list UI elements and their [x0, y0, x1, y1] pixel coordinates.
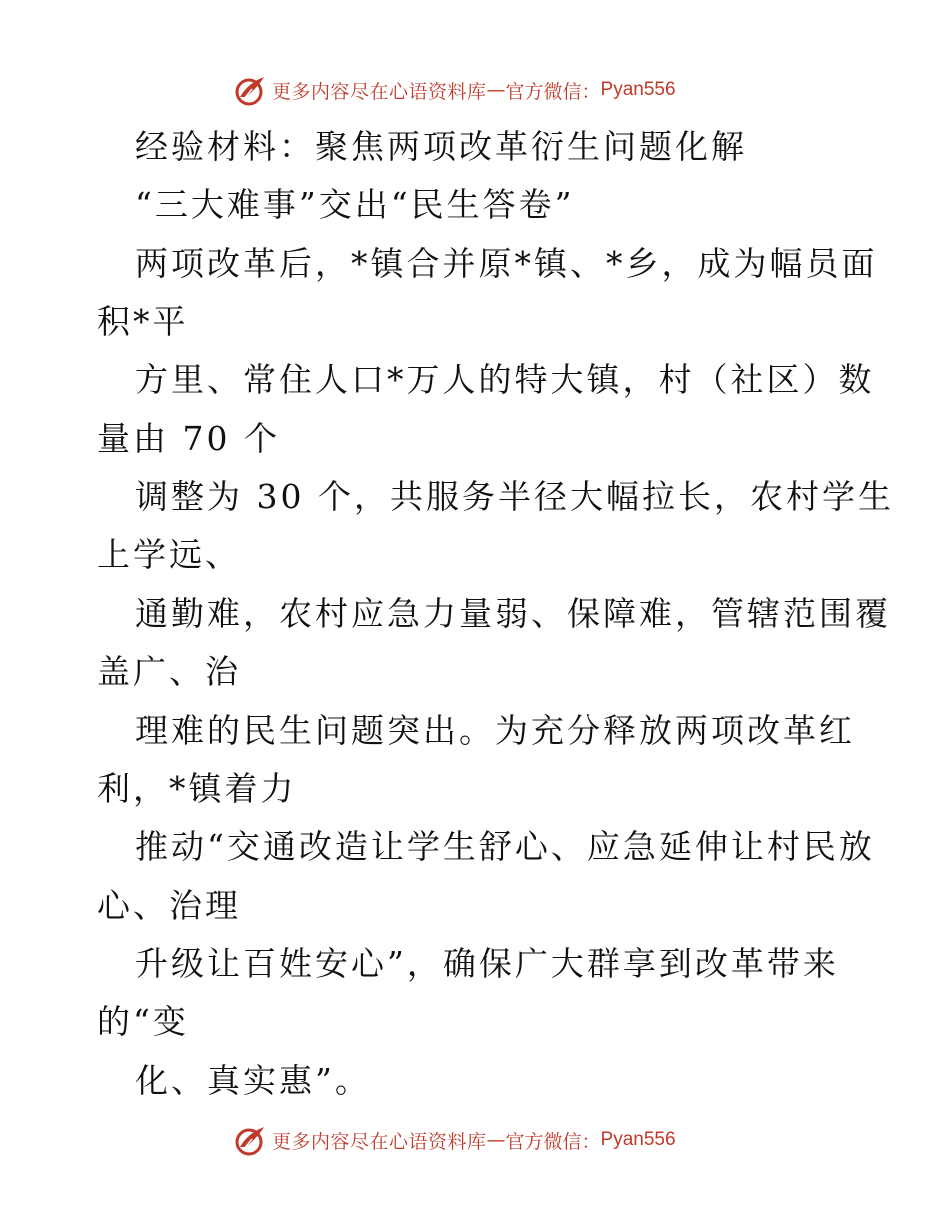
watermark-site-text: 更多内容尽在心语资料库	[272, 80, 487, 103]
paragraph-line: 上学远、	[97, 535, 241, 574]
watermark-separator: —	[486, 1129, 506, 1151]
paragraph-line: 方里、常住人口*万人的特大镇，村（社区）数	[135, 360, 875, 399]
paragraph-line: 两项改革后，*镇合并原*镇、*乡，成为幅员面	[135, 244, 878, 283]
paragraph-line: 利，*镇着力	[97, 769, 297, 808]
watermark-separator: —	[486, 79, 506, 101]
paragraph-line: 积*平	[97, 302, 189, 341]
paragraph-line: 理难的民生问题突出。为充分释放两项改革红	[135, 711, 855, 750]
header-watermark	[234, 72, 676, 108]
watermark-wechat-label: 官方微信：	[505, 1130, 601, 1153]
paragraph-line: 升级让百姓安心”，确保广大群享到改革带来	[135, 944, 839, 983]
paragraph-line: 心、治理	[97, 886, 241, 925]
paragraph-line: 调整为 30 个，共服务半径大幅拉长，农村学生	[135, 477, 894, 516]
quill-logo-icon	[234, 1123, 268, 1157]
watermark-wechat-label: 官方微信：	[505, 80, 601, 103]
footer-watermark	[234, 1122, 676, 1158]
paragraph-line: 盖广、治	[97, 652, 241, 691]
watermark-wechat-id: Pyan556	[600, 1129, 676, 1150]
paragraph-line: 通勤难，农村应急力量弱、保障难，管辖范围覆	[135, 594, 891, 633]
paragraph-line: 推动“交通改造让学生舒心、应急延伸让村民放	[135, 827, 875, 866]
paragraph-line: 的“变	[97, 1002, 189, 1041]
paragraph-line: 量由 70 个	[97, 419, 280, 458]
paragraph-line: 化、真实惠”。	[135, 1061, 371, 1100]
watermark-site-text: 更多内容尽在心语资料库	[272, 1130, 487, 1153]
document-title-line-1: 经验材料：聚焦两项改革衍生问题化解	[135, 127, 747, 166]
quill-logo-icon	[234, 73, 268, 107]
document-title-line-2: “三大难事”交出“民生答卷”	[135, 185, 575, 224]
watermark-wechat-id: Pyan556	[600, 79, 676, 100]
